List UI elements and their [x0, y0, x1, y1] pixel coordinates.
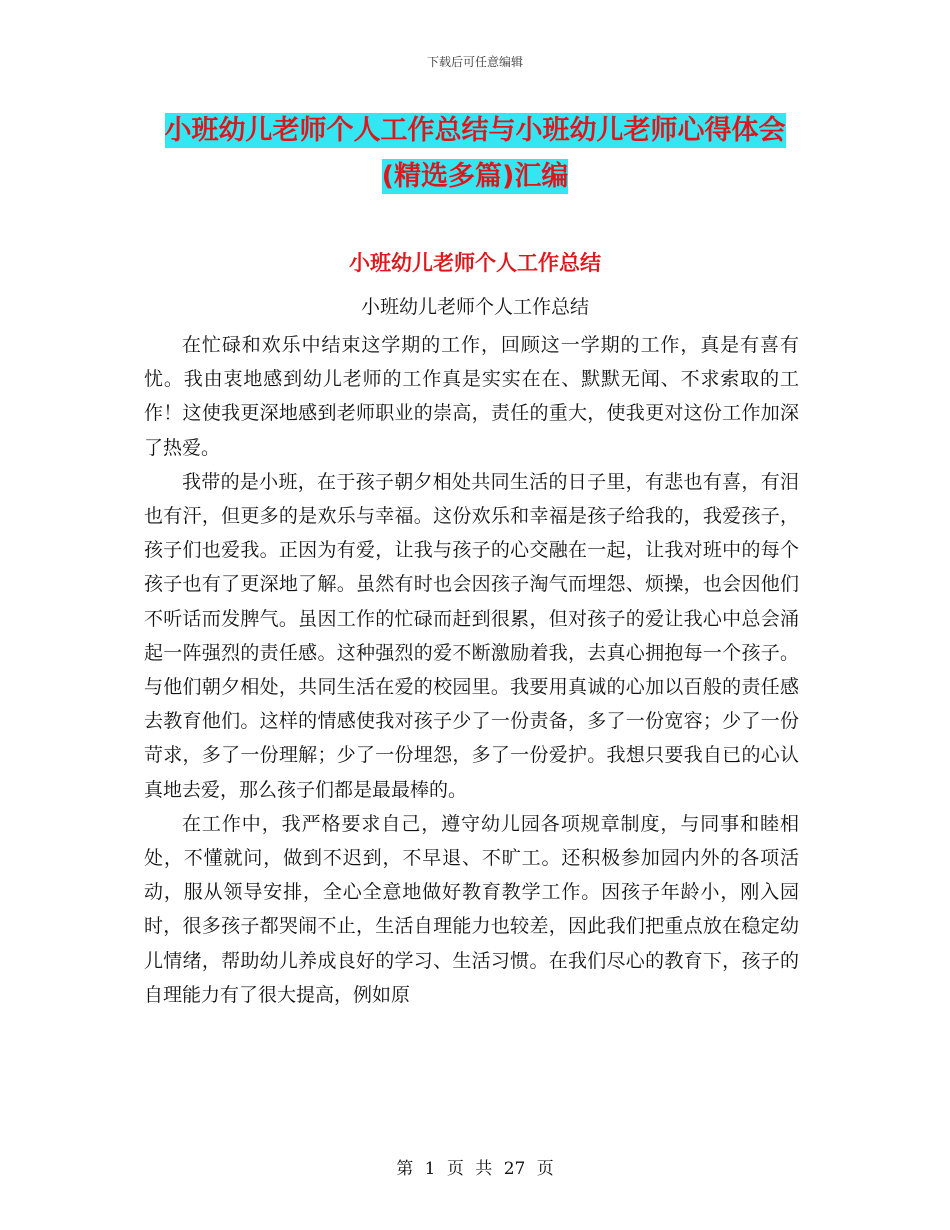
paragraph: 在工作中，我严格要求自己，遵守幼儿园各项规章制度，与同事和睦相处，不懂就问，做到不迟到，不早退、不旷工。还积极参加园内外的各项活动，服从领导安排，全心全意地做好教育教学工作。因孩子年龄小，刚入园时，很多孩子都哭闹不止，生活自理能力也较差，因此我们把重点放在稳定幼儿情绪，帮助幼儿养成良好的学习、生活习惯。在我们尽心的教育下，孩子的自理能力有了很大提高，例如原: [144, 812, 799, 1006]
document-title-line-2: (精选多篇)汇编: [381, 161, 569, 192]
body-text: [144, 328, 799, 1012]
page-footer: 第 1 页 共 27 页: [396, 1159, 554, 1179]
header-note: 下载后可任意编辑: [426, 55, 523, 69]
sub-heading: 小班幼儿老师个人工作总结: [360, 296, 589, 318]
section-heading: 小班幼儿老师个人工作总结: [349, 251, 601, 275]
document-title: [0, 108, 950, 200]
document-title-line-1: 小班幼儿老师个人工作总结与小班幼儿老师心得体会: [164, 115, 786, 146]
paragraph: 在忙碌和欢乐中结束这学期的工作，回顾这一学期的工作，真是有喜有忧。我由衷地感到幼儿老师的工作真是实实在在、默默无闻、不求索取的工作！这使我更深地感到老师职业的崇高，责任的重大，使我更对这份工作加深了热爱。: [144, 334, 799, 459]
paragraph: 我带的是小班，在于孩子朝夕相处共同生活的日子里，有悲也有喜，有泪也有汗，但更多的是欢乐与幸福。这份欢乐和幸福是孩子给我的，我爱孩子，孩子们也爱我。正因为有爱，让我与孩子的心交融在一起，让我对班中的每个孩子也有了更深地了解。虽然有时也会因孩子淘气而埋怨、烦操，也会因他们不听话而发脾气。虽因工作的忙碌而赶到很累，但对孩子的爱让我心中总会涌起一阵强烈的责任感。这种强烈的爱不断激励着我，去真心拥抱每一个孩子。与他们朝夕相处，共同生活在爱的校园里。我要用真诚的心加以百般的责任感去教育他们。这样的情感使我对孩子少了一份责备，多了一份宽容；少了一份苛求，多了一份理解；少了一份埋怨，多了一份爱护。我想只要我自已的心认真地去爱，那么孩子们都是最最棒的。: [144, 470, 799, 801]
